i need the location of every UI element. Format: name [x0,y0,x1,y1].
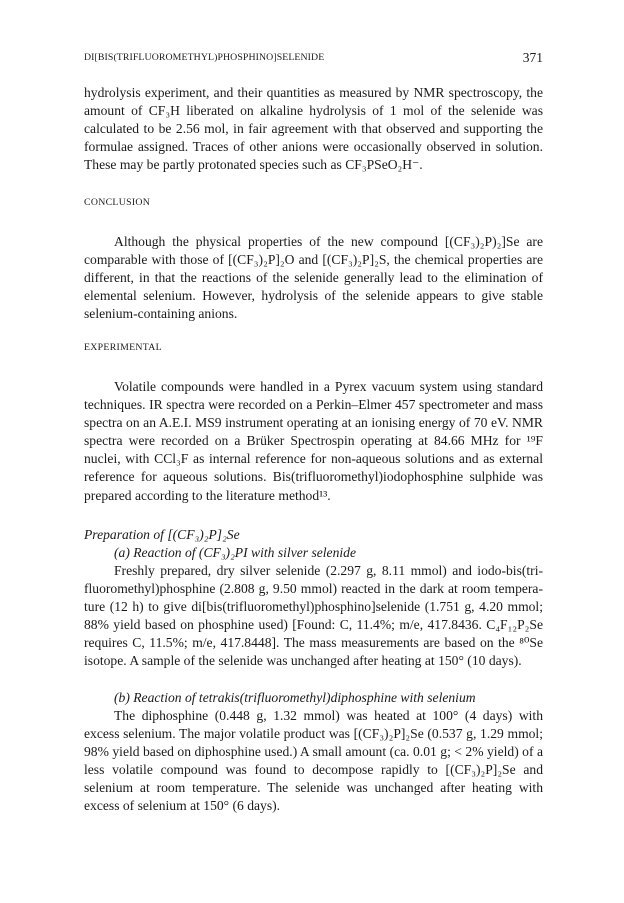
running-head-title: DI[BIS(TRIFLUOROMETHYL)PHOSPHINO]SELENIDE [84,52,325,63]
paragraph-conclusion: Although the physical properties of the new compound [(CF₃)₂P)₂]Se are comparable with those of [(CF₃)₂P]₂O and [(CF₃)₂P]₂S, the chemical properties are different, in that the reactions of the selenide generally lead to the elimination of elemental selenium. However, hydrolysis of the selenide appears to give stable selenium-containing anions. [84,234,543,322]
running-head [84,52,543,68]
paragraph-hydrolysis: hydrolysis experiment, and their quantities as measured by NMR spectroscopy, the amount of CF₃H liberated on alkaline hydrolysis of 1 mol of the selenide was calculated to be 2.56 mol, in fair agreement with that observed and supporting the formulae assigned. Traces of other anions were occasionally observed in solution. These may be partly protonated species such as CF₃PSeO₂H⁻. [84,85,543,173]
section-heading-conclusion: CONCLUSION [84,197,151,208]
page-number: 371 [522,50,543,65]
paragraph-a: Freshly prepared, dry silver selenide (2.297 g, 8.11 mmol) and iodo-bis(tri-fluoromethyl)phosphine (2.808 g, 9.50 mmol) reacted in the dark at room tempera-ture (12 h) to give di[bis(trifluoromethyl)phosphino]selenide (1.751 g, 4.20 mmol; 88% yield based on phosphine used) [Found: C, 11.4%; m/e, 417.8436. C₄F₁₂P₂Se requires C, 11.5%; m/e, 417.8448]. The mass measurements are based on the ⁸⁰Se isotope. A sample of the selenide was unchanged after heating at 150° (10 days). [84,563,543,669]
heading-preparation: Preparation of [(CF₃)₂P]₂Se [84,527,240,542]
paragraph-experimental: Volatile compounds were handled in a Pyrex vacuum system using standard techniques. IR spectra were recorded on a Perkin–Elmer 457 spectrometer and mass spectra on an A.E.I. MS9 instrument operating at an ionising energy of 70 eV. NMR spectra were recorded on a Brüker Spectrospin operating at 84.66 MHz for ¹⁹F nuclei, with CCl₃F as internal reference for non-aqueous solutions and as external reference for aqueous solutions. Bis(trifluoromethyl)iodophosphine sulphide was prepared according to the literature method¹³. [84,379,543,503]
section-heading-experimental: EXPERIMENTAL [84,342,162,353]
paragraph-b: The diphosphine (0.448 g, 1.32 mmol) was heated at 100° (4 days) with excess selenium. The major volatile product was [(CF₃)₂P]₂Se (0.537 g, 1.29 mmol; 98% yield based on diphosphine used.) A small amount (ca. 0.01 g; < 2% yield) of a less volatile compound was found to decompose rapidly to [(CF₃)₂P]₂Se and selenium at room temperature. The selenide was unchanged after heating with excess of selenium at 150° (6 days). [84,708,543,814]
subheading-a: (a) Reaction of (CF₃)₂PI with silver selenide [114,545,356,560]
subheading-b: (b) Reaction of tetrakis(trifluoromethyl)diphosphine with selenium [114,690,476,705]
